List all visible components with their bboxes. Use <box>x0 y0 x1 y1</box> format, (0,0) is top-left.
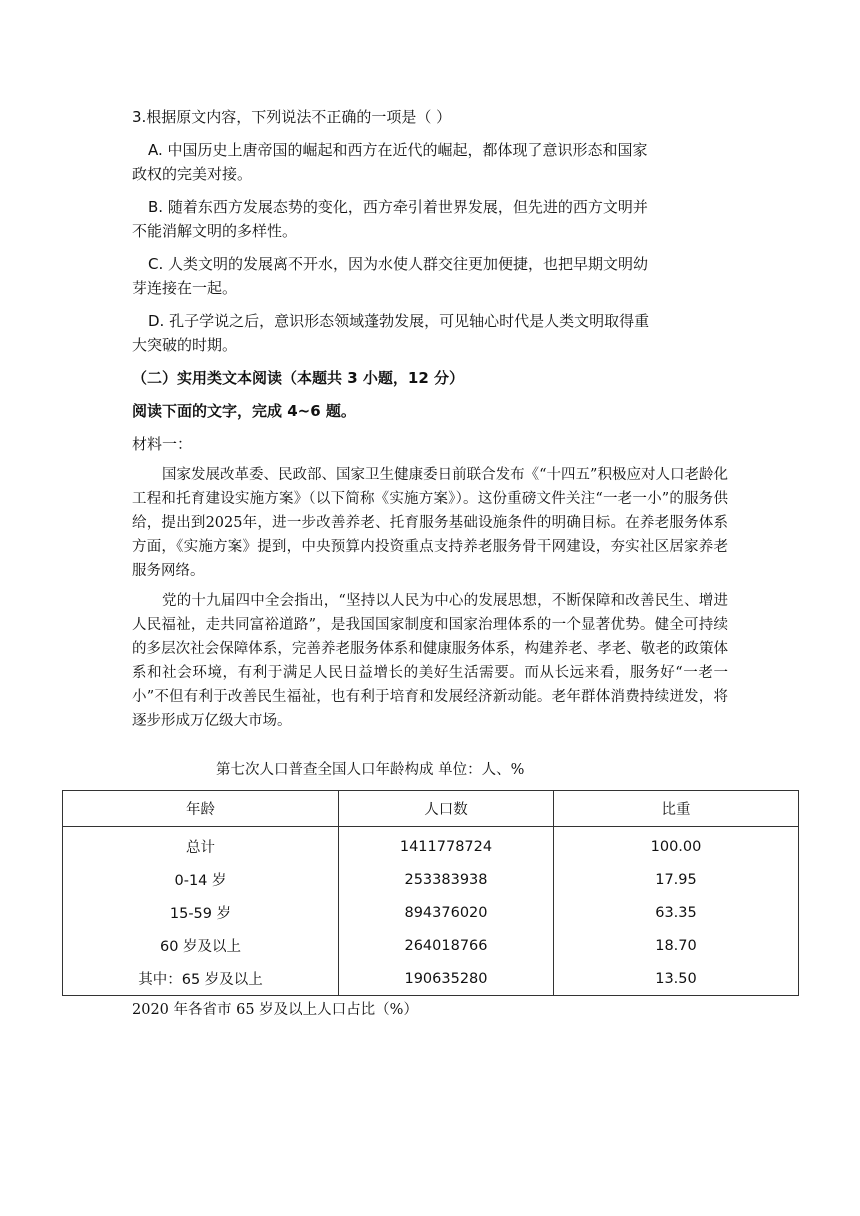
header-ratio: 比重 <box>554 791 799 827</box>
cell-age: 60 岁及以上 <box>63 929 339 962</box>
table-row <box>63 929 799 962</box>
cell-population: 190635280 <box>339 962 554 996</box>
cell-age: 总计 <box>63 827 339 864</box>
question-stem: 3.根据原文内容，下列说法不正确的一项是（ ） <box>132 108 452 126</box>
table-row <box>63 827 799 864</box>
cell-population: 1411778724 <box>339 827 554 864</box>
option-a-line1: A. 中国历史上唐帝国的崛起和西方在近代的崛起，都体现了意识形态和国家 <box>148 141 648 159</box>
table-row <box>63 863 799 896</box>
cell-ratio: 100.00 <box>554 827 799 864</box>
next-figure-caption: 2020 年各省市 65 岁及以上人口占比（%） <box>132 1002 418 1018</box>
option-c-line2: 芽连接在一起。 <box>132 279 238 297</box>
cell-population: 253383938 <box>339 863 554 896</box>
header-population: 人口数 <box>339 791 554 827</box>
option-b-line1: B. 随着东西方发展态势的变化，西方牵引着世界发展，但先进的西方文明并 <box>148 198 648 216</box>
cell-age: 15-59 岁 <box>63 896 339 929</box>
header-age: 年龄 <box>63 791 339 827</box>
option-d-line2: 大突破的时期。 <box>132 336 238 354</box>
cell-age: 0-14 岁 <box>63 863 339 896</box>
option-a-line2: 政权的完美对接。 <box>132 165 253 183</box>
cell-ratio: 17.95 <box>554 863 799 896</box>
option-b-line2: 不能消解文明的多样性。 <box>132 222 298 240</box>
population-table <box>62 790 799 996</box>
section-heading: （二）实用类文本阅读（本题共 3 小题，12 分） <box>132 369 464 387</box>
reading-instruction: 阅读下面的文字，完成 4~6 题。 <box>132 402 356 420</box>
cell-ratio: 13.50 <box>554 962 799 996</box>
option-c-line1: C. 人类文明的发展离不开水，因为水使人群交往更加便捷，也把早期文明幼 <box>148 255 649 273</box>
material-label: 材料一： <box>132 435 193 453</box>
cell-population: 264018766 <box>339 929 554 962</box>
paragraph-1: 国家发展改革委、民政部、国家卫生健康委日前联合发布《“十四五”积极应对人口老龄化工程和托育建设实施方案》（以下简称《实施方案》）。这份重磅文件关注“一老一小”的服务供给，提出到2025年，进一步改善养老、托育服务基础设施条件的明确目标。在养老服务体系方面，《实施方案》提到，中央预算内投资重点支持养老服务骨干网建设，夯实社区居家养老服务网络。 <box>132 467 728 579</box>
table-header-row <box>63 791 799 827</box>
option-d-line1: D. 孔子学说之后，意识形态领域蓬勃发展，可见轴心时代是人类文明取得重 <box>148 312 650 330</box>
cell-ratio: 18.70 <box>554 929 799 962</box>
table-caption: 第七次人口普查全国人口年龄构成 单位：人、% <box>216 762 525 778</box>
cell-ratio: 63.35 <box>554 896 799 929</box>
table-row <box>63 896 799 929</box>
cell-population: 894376020 <box>339 896 554 929</box>
paragraph-2: 党的十九届四中全会指出，“坚持以人民为中心的发展思想，不断保障和改善民生、增进人民福祉，走共同富裕道路”，是我国国家制度和国家治理体系的一个显著优势。健全可持续的多层次社会保障体系，完善养老服务体系和健康服务体系，构建养老、孝老、敬老的政策体系和社会环境，有利于满足人民日益增长的美好生活需要。而从长远来看，服务好“一老一小”不但有利于改善民生福祉，也有利于培育和发展经济新动能。老年群体消费持续迸发，将逐步形成万亿级大市场。 <box>132 593 728 729</box>
table-row <box>63 962 799 996</box>
cell-age: 其中：65 岁及以上 <box>63 962 339 996</box>
